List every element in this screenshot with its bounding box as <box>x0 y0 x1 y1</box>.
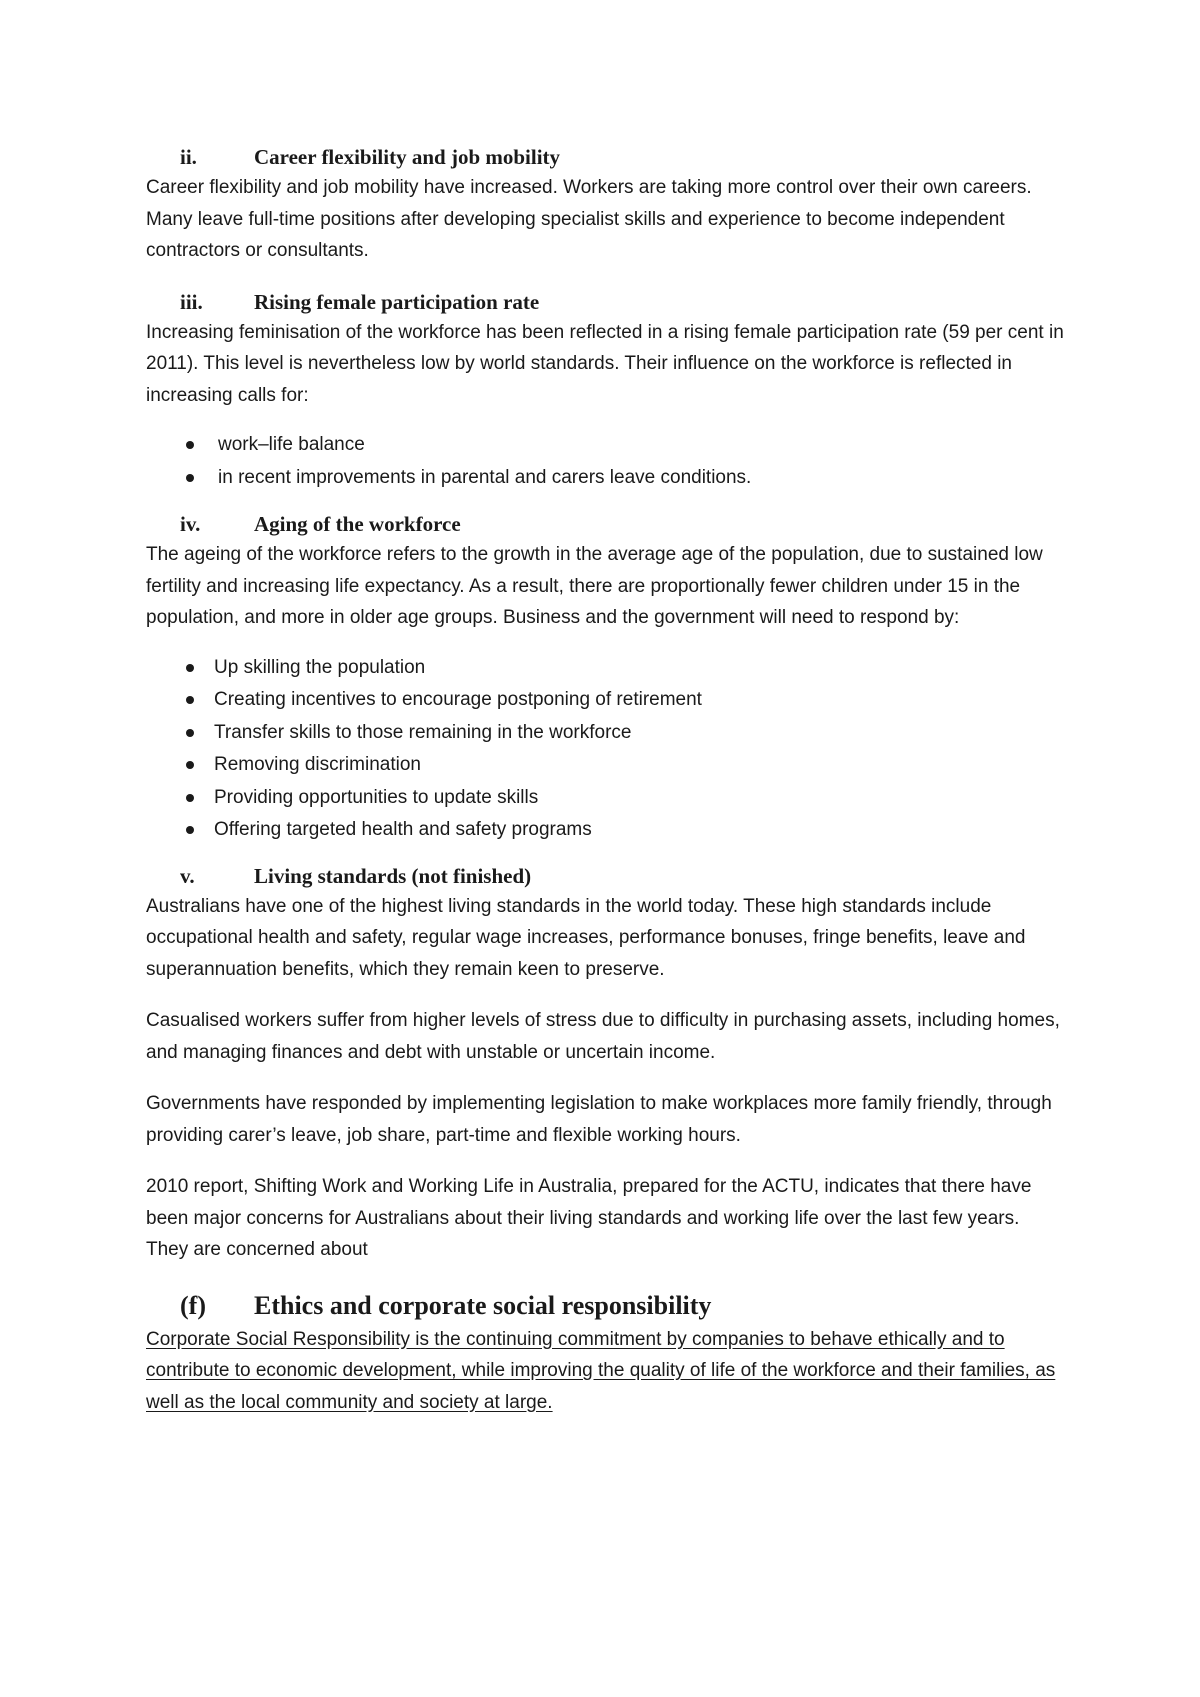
section-paragraph: Casualised workers suffer from higher levels of stress due to difficulty in purchasing assets, including homes, and managing finances and debt with unstable or uncertain income. <box>146 1010 1060 1063</box>
section-number: ii. <box>180 145 197 169</box>
bullet-list <box>146 652 1066 847</box>
bullet-icon <box>186 664 194 672</box>
page-content <box>146 142 1066 1418</box>
section-heading-female-participation <box>146 287 1066 317</box>
list-item: Up skilling the population <box>146 652 1066 685</box>
list-item: Transfer skills to those remaining in the workforce <box>146 717 1066 750</box>
bullet-icon <box>186 441 194 449</box>
section-paragraph: Australians have one of the highest living standards in the world today. These high standards include occupational health and safety, regular wage increases, performance bonuses, fringe benefits, leave and superannuation benefits, which they remain keen to preserve. <box>146 895 1026 980</box>
section-heading-career-flexibility <box>146 142 1066 172</box>
list-item: in recent improvements in parental and carers leave conditions. <box>146 462 1066 495</box>
list-item: work–life balance <box>146 429 1066 462</box>
section-number: iv. <box>180 512 201 536</box>
section-paragraph: The ageing of the workforce refers to the growth in the average age of the population, due to sustained low fertility and increasing life expectancy. As a result, there are proportionally fewer children under 15 in the population, and more in older age groups. Business and the government will need to respond by: <box>146 544 1043 628</box>
list-item: Removing discrimination <box>146 749 1066 782</box>
bullet-icon <box>186 696 194 704</box>
section-number: v. <box>180 863 195 888</box>
section-title: Ethics and corporate social responsibility <box>254 1290 712 1320</box>
section-title: Career flexibility and job mobility <box>254 145 561 169</box>
section-paragraph: Career flexibility and job mobility have increased. Workers are taking more control over their own careers. Many leave full-time positions after developing specialist skills and experience to become independent contractors or consultants. <box>146 177 1032 261</box>
major-section-heading <box>146 1288 1066 1324</box>
csr-definition-paragraph: Corporate Social Responsibility is the continuing commitment by companies to behave ethically and to contribute to economic development, while improving the quality of life of the workforce and their families, as well as the local community and society at large. <box>146 1328 1056 1413</box>
bullet-list <box>146 429 1066 494</box>
bullet-icon <box>186 474 194 482</box>
bullet-icon <box>186 729 194 737</box>
section-heading-living-standards <box>146 861 1066 891</box>
bullet-icon <box>186 794 194 802</box>
section-number: (f) <box>180 1290 206 1320</box>
section-paragraph: Governments have responded by implementing legislation to make workplaces more family friendly, through providing carer’s leave, job share, part-time and flexible working hours. <box>146 1093 1052 1146</box>
bullet-icon <box>186 761 194 769</box>
section-paragraph: Increasing feminisation of the workforce has been reflected in a rising female participation rate (59 per cent in 2011). This level is nevertheless low by world standards. Their influence on the workforce is reflected in increasing calls for: <box>146 321 1064 406</box>
list-item: Providing opportunities to update skills <box>146 782 1066 815</box>
section-title: Rising female participation rate <box>254 289 540 314</box>
section-title: Living standards (not finished) <box>254 863 532 888</box>
list-item: Creating incentives to encourage postponing of retirement <box>146 684 1066 717</box>
list-item: Offering targeted health and safety programs <box>146 814 1066 847</box>
section-title: Aging of the workforce <box>254 512 461 536</box>
section-heading-aging-workforce <box>146 509 1066 539</box>
section-number: iii. <box>180 289 203 314</box>
section-paragraph: 2010 report, Shifting Work and Working Life in Australia, prepared for the ACTU, indicates that there have been major concerns for Australians about their living standards and working life over the last few years. They are concerned about <box>146 1176 1032 1260</box>
bullet-icon <box>186 826 194 834</box>
